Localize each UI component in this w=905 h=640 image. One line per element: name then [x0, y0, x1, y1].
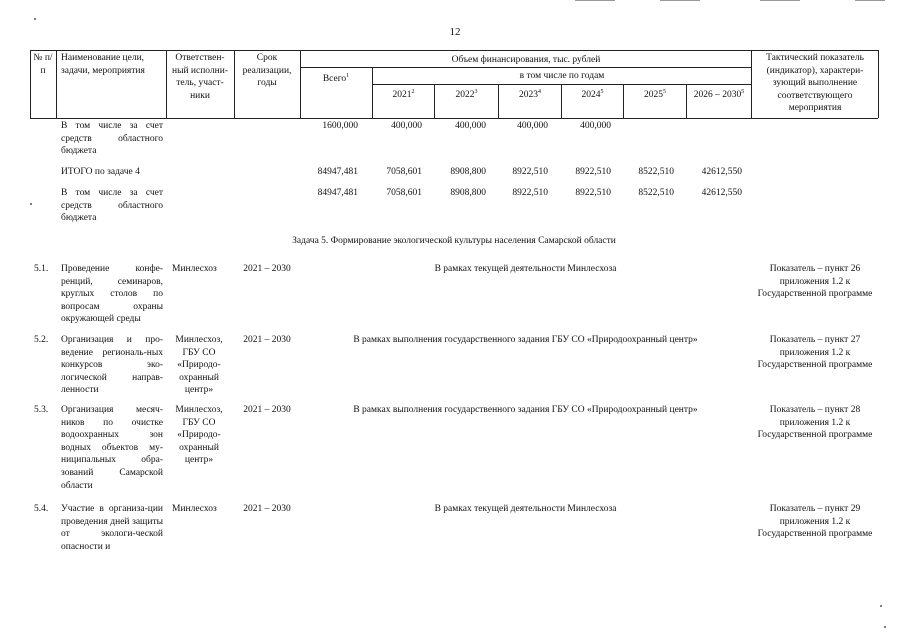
header-indicator: Тактический показатель (индикатор), характери-зующий выполнение соответствующего мероприятия: [766, 53, 864, 114]
activity-term: 2021 – 2030: [243, 335, 291, 345]
row-value: 42612,550: [701, 188, 742, 198]
row-value: 7058,601: [386, 188, 422, 198]
activity-indicator: Показатель – пункт 29 приложения 1.2 к Государственной программе: [757, 504, 873, 540]
scan-mark: [660, 0, 700, 1]
activity-funding: В рамках текущей деятельности Минлесхоза: [434, 264, 617, 274]
header-by-years: в том числе по годам: [519, 71, 605, 81]
row-value: 400,000: [455, 121, 486, 131]
header-funding: Объем финансирования, тыс. рублей: [451, 55, 601, 65]
row-value: 8922,510: [512, 188, 548, 198]
activity-indicator: Показатель – пункт 26 приложения 1.2 к Государственной программе: [757, 264, 873, 300]
header-year: 2022$^3$: [455, 89, 478, 101]
activity-responsible: Минлесхоз: [172, 264, 217, 274]
page-number: 12: [449, 26, 461, 38]
header-year: 2021$^2$: [392, 89, 415, 101]
header-year: 2023$^4$: [519, 89, 541, 101]
row-value: 8522,510: [638, 167, 674, 177]
activity-name: Организация и про-ведение региональ-ных конкурсов эко-логической направ-ленности: [61, 335, 163, 396]
activity-responsible: Минлесхоз, ГБУ СО «Природо-охранный центр»: [175, 405, 223, 466]
activity-num: 5.1.: [34, 264, 49, 274]
row-value: 8908,800: [450, 188, 486, 198]
scan-mark: [855, 0, 885, 1]
row-total: 1600,000: [322, 121, 358, 131]
scan-mark: [760, 0, 800, 1]
activity-name: Организация месяч-ников по очистке водоохранных зон водных объектов му-ниципальных обра-зований Самарской области: [61, 405, 163, 491]
row-value: 8922,510: [512, 167, 548, 177]
activity-responsible: Минлесхоз: [172, 504, 217, 514]
scan-speck: [884, 626, 886, 628]
row-value: 8922,510: [575, 167, 611, 177]
row-value: 7058,601: [386, 167, 422, 177]
row-value: 8908,800: [450, 167, 486, 177]
activity-funding: В рамках текущей деятельности Минлесхоза: [434, 504, 617, 514]
header-name: Наименование цели, задачи, мероприятия: [61, 53, 145, 76]
row-total: 84947,481: [317, 188, 358, 198]
scan-speck: [880, 605, 882, 607]
activity-num: 5.4.: [34, 504, 49, 514]
header-year: 2024$^5$: [581, 89, 604, 101]
row-name: В том числе за счет средств областного бюджета: [61, 188, 163, 224]
row-value: 400,000: [391, 121, 422, 131]
activity-term: 2021 – 2030: [243, 405, 291, 415]
header-term: Срок реализации, годы: [242, 53, 292, 89]
activity-responsible: Минлесхоз, ГБУ СО «Природо-охранный центр»: [175, 335, 223, 396]
activity-funding: В рамках выполнения государственного задания ГБУ СО «Природоохранный центр»: [353, 405, 698, 415]
header-responsible: Ответствен-ный исполни-тель, участ-ники: [171, 53, 228, 101]
task-heading: Задача 5. Формирование экологической культуры населения Самарской области: [292, 236, 616, 246]
header-num: № п/п: [33, 53, 53, 76]
activity-num: 5.2.: [34, 335, 49, 345]
activity-indicator: Показатель – пункт 27 приложения 1.2 к Государственной программе: [757, 335, 873, 371]
header-year: 2026 – 2030$^5$: [693, 89, 745, 101]
activity-indicator: Показатель – пункт 28 приложения 1.2 к Государственной программе: [757, 405, 873, 441]
activity-num: 5.3.: [34, 405, 49, 415]
row-value: 8522,510: [638, 188, 674, 198]
activity-funding: В рамках выполнения государственного задания ГБУ СО «Природоохранный центр»: [353, 335, 698, 345]
row-name: ИТОГО по задаче 4: [61, 167, 140, 177]
scan-mark: [575, 0, 615, 1]
row-total: 84947,481: [317, 167, 358, 177]
row-value: 42612,550: [701, 167, 742, 177]
row-value: 400,000: [517, 121, 548, 131]
activity-name: Участие в организа-ции проведения дней защиты от экологи-ческой опасности и: [61, 504, 163, 552]
row-value: 8922,510: [575, 188, 611, 198]
activity-term: 2021 – 2030: [243, 504, 291, 514]
scan-speck: [30, 203, 32, 205]
activity-term: 2021 – 2030: [243, 264, 291, 274]
header-total: Всего$^1$: [322, 73, 350, 85]
row-value: 400,000: [580, 121, 611, 131]
activity-name: Проведение конфе-ренций, семинаров, круглых столов по вопросам охраны окружающей среды: [61, 264, 163, 325]
scan-speck: [34, 18, 36, 20]
row-name: В том числе за счет средств областного бюджета: [61, 121, 163, 157]
header-year: 2025$^5$: [644, 89, 666, 101]
